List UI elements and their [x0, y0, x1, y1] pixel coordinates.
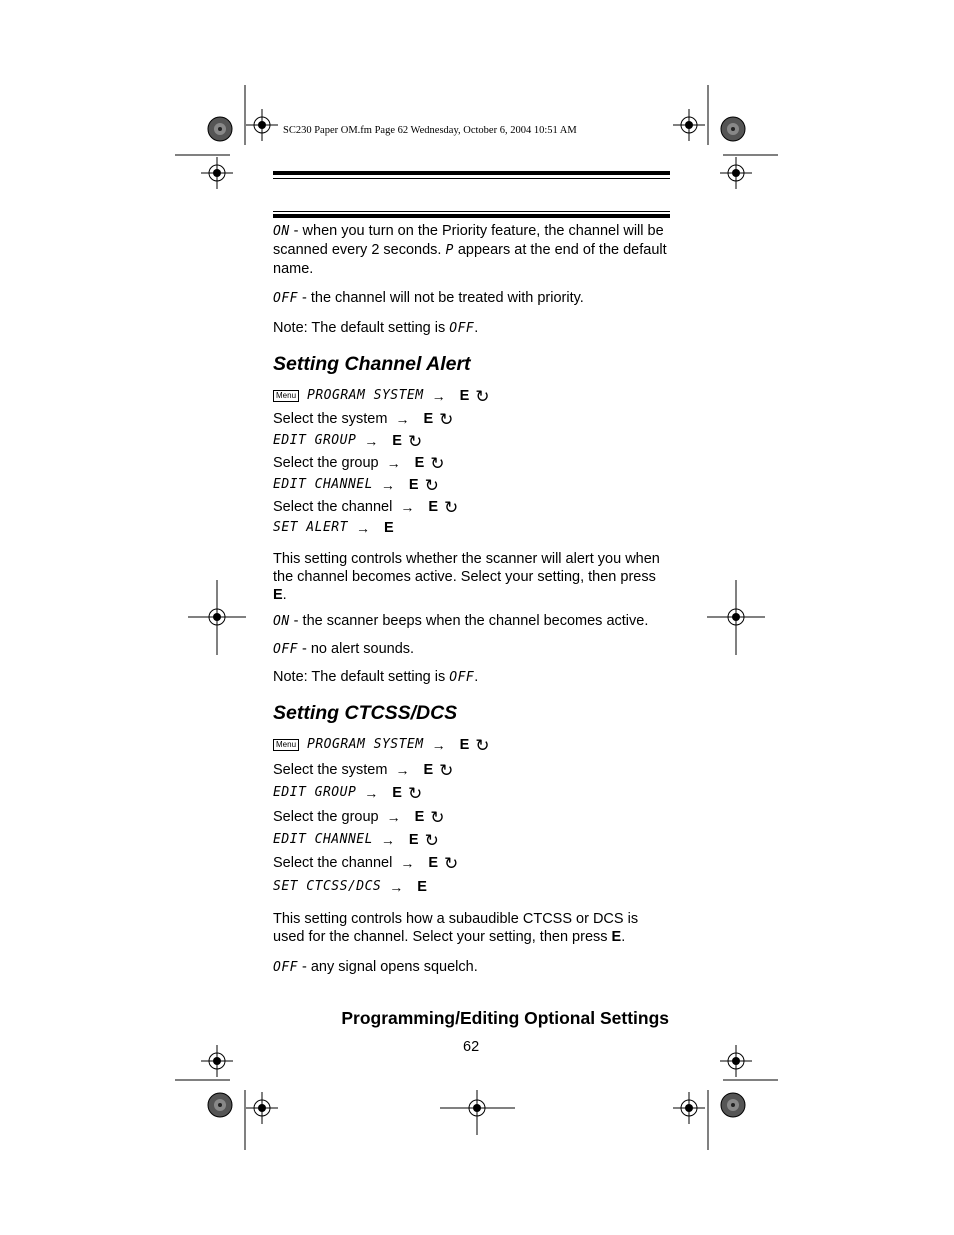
- priority-note: Note: The default setting is OFF.: [273, 320, 479, 336]
- right-arrow-icon: →: [400, 499, 415, 515]
- starburst-mark-icon: [208, 1093, 232, 1117]
- rotate-icon: ↻: [430, 807, 445, 827]
- step-text: Select the group: [273, 455, 379, 471]
- registration-mark-icon: [201, 1045, 233, 1077]
- registration-mark-icon: [246, 109, 278, 141]
- registration-mark-icon: [673, 109, 705, 141]
- lcd-text: EDIT GROUP: [273, 433, 357, 448]
- rotate-icon: ↻: [424, 475, 439, 495]
- lcd-text: PROGRAM SYSTEM: [307, 388, 424, 403]
- key-e: E: [428, 855, 438, 871]
- rotate-icon: ↻: [439, 760, 454, 780]
- rotate-icon: ↻: [443, 853, 459, 873]
- alert-on-paragraph: ON - the scanner beeps when the channel becomes active.: [273, 613, 649, 629]
- right-arrow-icon: →: [364, 785, 379, 801]
- lcd-text: SET ALERT: [273, 520, 348, 535]
- right-arrow-icon: →: [364, 433, 379, 449]
- starburst-mark-icon: [721, 1093, 745, 1117]
- key-e: E: [459, 737, 470, 753]
- rotate-icon: ↻: [407, 783, 423, 803]
- ctcss-off-paragraph: OFF - any signal opens squelch.: [273, 959, 478, 975]
- right-arrow-icon: →: [395, 411, 410, 427]
- key-e: E: [383, 520, 394, 536]
- section-title-channel-alert: Setting Channel Alert: [273, 353, 471, 375]
- key-e: E: [408, 477, 419, 493]
- lcd-p: P: [445, 243, 454, 258]
- key-e: E: [414, 455, 425, 471]
- footer-section-title: Programming/Editing Optional Settings: [341, 1008, 669, 1028]
- file-info-header: SC230 Paper OM.fm Page 62 Wednesday, October 6, 2004 10:51 AM: [283, 125, 577, 136]
- registration-mark-icon: [720, 1045, 752, 1077]
- alert-note: Note: The default setting is OFF.: [273, 669, 479, 685]
- starburst-mark-icon: [208, 117, 232, 141]
- right-arrow-icon: →: [386, 455, 401, 471]
- priority-on-paragraph: ON - when you turn on the Priority feature, the channel will be scanned every 2 seconds. P appears at the end of the default name.: [273, 223, 667, 277]
- rotate-icon: ↻: [407, 431, 423, 451]
- key-e: E: [423, 762, 434, 778]
- registration-mark-icon: [201, 157, 233, 189]
- lcd-text: EDIT CHANNEL: [273, 832, 373, 847]
- lcd-text: PROGRAM SYSTEM: [307, 737, 424, 752]
- right-arrow-icon: →: [389, 879, 404, 895]
- key-e: E: [459, 388, 470, 404]
- rotate-icon: ↻: [439, 409, 454, 429]
- priority-off-paragraph: OFF - the channel will not be treated with priority.: [273, 290, 584, 306]
- rotate-icon: ↻: [475, 735, 490, 755]
- rotate-icon: ↻: [443, 497, 459, 517]
- alert-off-paragraph: OFF - no alert sounds.: [273, 641, 415, 657]
- ctcss-description: This setting controls how a subaudible CTCSS or DCS is used for the channel. Select your setting, then press E.: [273, 911, 639, 945]
- key-e: E: [392, 433, 402, 449]
- step-text: Select the channel: [273, 499, 393, 515]
- section-title-ctcss-dcs: Setting CTCSS/DCS: [273, 702, 458, 724]
- page-number: 62: [463, 1039, 480, 1055]
- starburst-mark-icon: [721, 117, 745, 141]
- registration-mark-icon: [246, 1092, 278, 1124]
- key-e: E: [428, 499, 438, 515]
- registration-mark-icon: [673, 1092, 705, 1124]
- lcd-on: ON: [273, 224, 290, 239]
- lcd-off: OFF: [273, 291, 298, 306]
- key-e: E: [423, 411, 434, 427]
- key-e: E: [417, 879, 427, 895]
- right-arrow-icon: →: [355, 520, 370, 536]
- lcd-text: SET CTCSS/DCS: [273, 879, 382, 894]
- key-e: E: [408, 832, 419, 848]
- menu-key-icon: Menu: [273, 390, 299, 402]
- step-text: Select the channel: [273, 855, 393, 871]
- step-text: Select the system: [273, 411, 388, 427]
- right-arrow-icon: →: [395, 762, 410, 778]
- key-e: E: [414, 809, 425, 825]
- right-arrow-icon: →: [431, 388, 446, 404]
- alert-description: This setting controls whether the scanner will alert you when the channel becomes active. Select your setting, then press E.: [273, 551, 660, 603]
- step-text: Select the group: [273, 809, 379, 825]
- right-arrow-icon: →: [380, 832, 395, 848]
- rotate-icon: ↻: [430, 453, 445, 473]
- step-text: Select the system: [273, 762, 388, 778]
- key-e: E: [392, 785, 402, 801]
- menu-key-icon: Menu: [273, 739, 299, 751]
- rotate-icon: ↻: [424, 830, 439, 850]
- right-arrow-icon: →: [400, 855, 415, 871]
- right-arrow-icon: →: [386, 809, 401, 825]
- right-arrow-icon: →: [431, 737, 446, 753]
- right-arrow-icon: →: [380, 477, 395, 493]
- lcd-text: EDIT CHANNEL: [273, 477, 373, 492]
- registration-mark-icon: [720, 157, 752, 189]
- rotate-icon: ↻: [475, 386, 490, 406]
- lcd-text: EDIT GROUP: [273, 785, 357, 800]
